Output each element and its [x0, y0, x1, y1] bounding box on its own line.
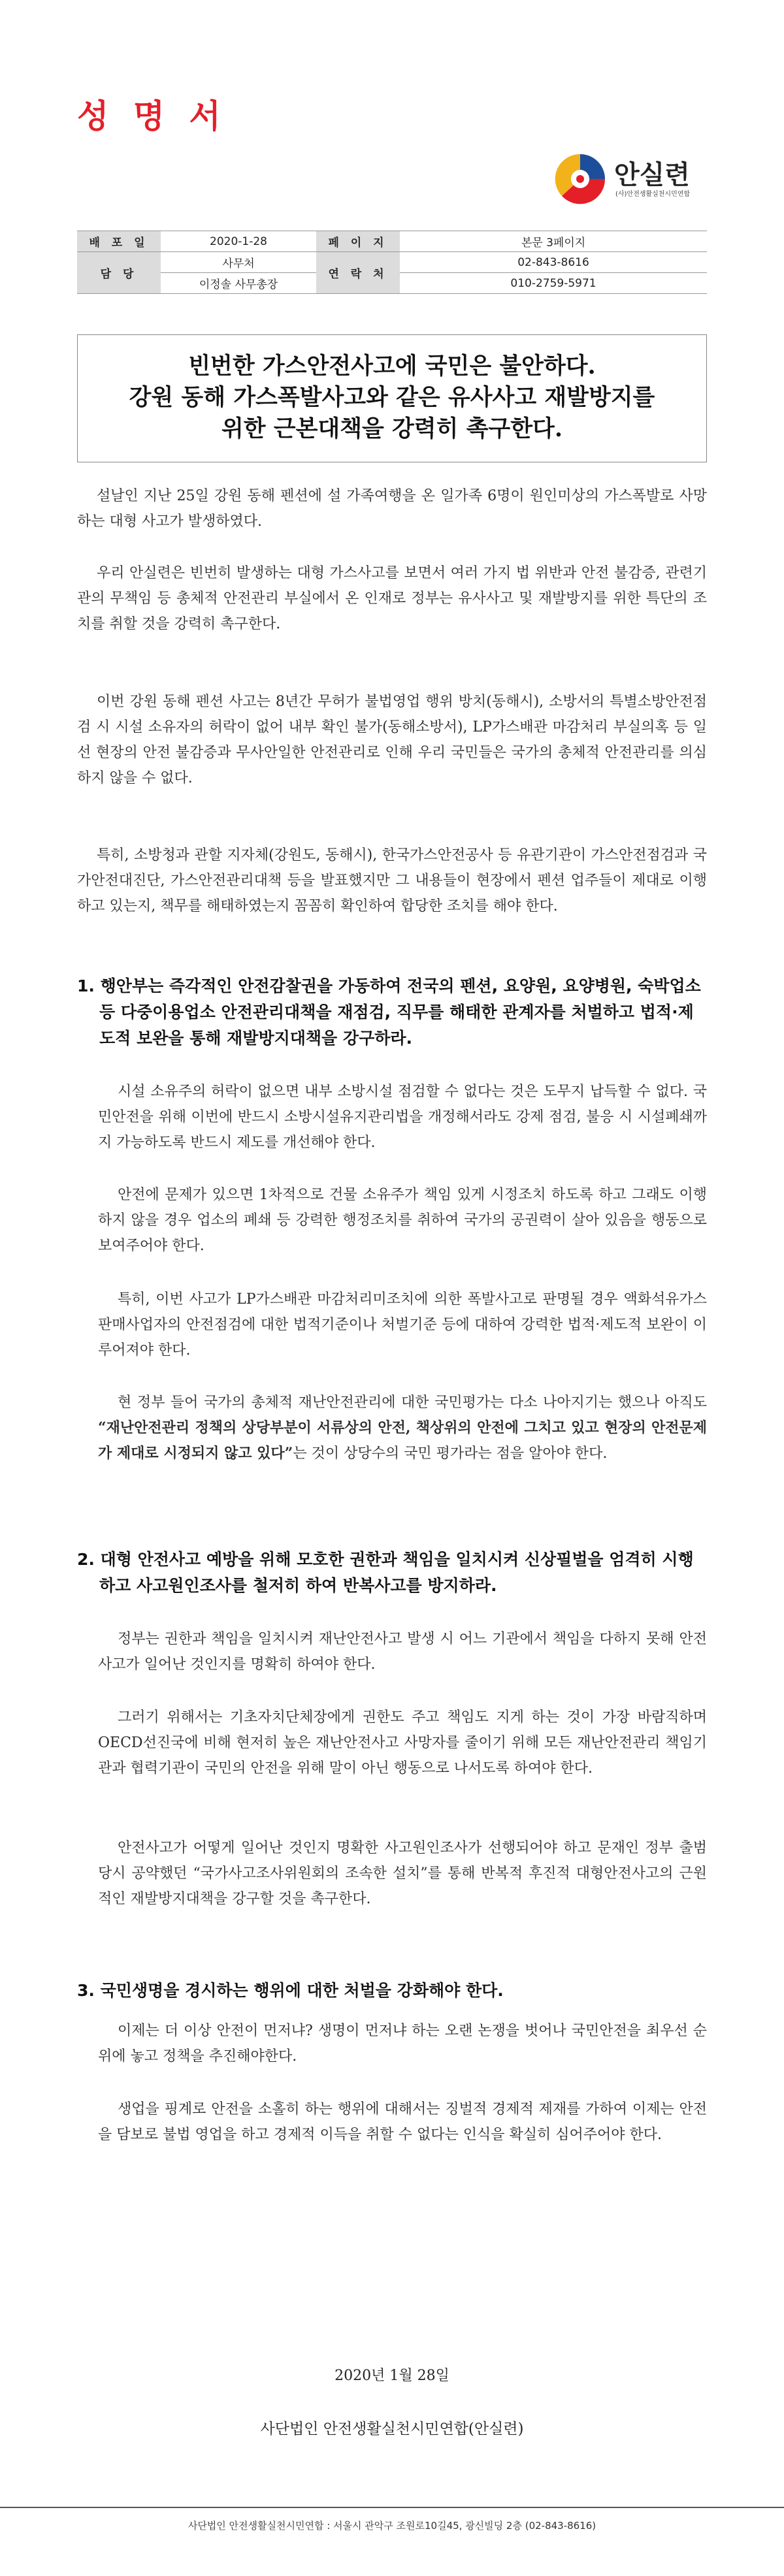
section-2-paragraph: 그러기 위해서는 기초자치단체장에게 권한도 주고 책임도 지게 하는 것이 가장 바람직하며 OECD선진국에 비해 현저히 높은 재난안전사고 사망자를 줄이기 위해 모든 재난안전관리 책임기관과 협력기관이 국민의 안전을 위해 말이 아닌 행동으로 나서도록 하여야 한다. [98, 1709, 707, 1777]
quote-emphasis: “재난안전관리 정책의 상당부분이 서류상의 안전, 책상위의 안전에 그치고 있고 현장의 안전문제가 제대로 시정되지 않고 있다” [98, 1419, 707, 1462]
para-text: 현 정부 들어 국가의 총체적 재난안전관리에 대한 국민평가는 다소 나아지기는 했으나 아직도 [118, 1394, 707, 1411]
section-3-heading: 3. 국민생명을 경시하는 행위에 대한 처벌을 강화해야 한다. [77, 1981, 504, 2000]
section-1-paragraph: 시설 소유주의 허락이 없으면 내부 소방시설 점검할 수 없다는 것은 도무지 납득할 수 없다. 국민안전을 위해 이번에 반드시 소방시설유지관리법을 개정해서라도 강제 점검, 불응 시 시설폐쇄까지 가능하도록 반드시 제도를 개선해야 한다. [98, 1084, 707, 1151]
office-value: 사무처 [161, 252, 316, 273]
intro-paragraph: 설날인 지난 25일 강원 동해 펜션에 설 가족여행을 온 일가족 6명이 원인미상의 가스폭발로 사망하는 대형 사고가 발생하였다. [77, 488, 707, 530]
person-value: 이정솔 사무총장 [161, 273, 316, 294]
dist-date-value: 2020-1-28 [161, 231, 316, 252]
headline-box [77, 334, 707, 462]
intro-paragraph: 우리 안실련은 빈번히 발생하는 대형 가스사고를 보면서 여러 가지 법 위반과 안전 불감증, 관련기관의 무책임 등 총체적 안전관리 부실에서 온 인재로 정부는 유사사고 및 재발방지를 위한 특단의 조치를 취할 것을 강력히 촉구한다. [77, 565, 707, 632]
statement-date: 2020년 1월 28일 [335, 2368, 449, 2384]
organization-name: 사단법인 안전생활실천시민연합(안실련) [260, 2421, 524, 2438]
pages-value: 본문 3페이지 [400, 231, 707, 252]
headline-line: 강원 동해 가스폭발사고와 같은 유사사고 재발방지를 [129, 384, 655, 411]
headline-line: 빈번한 가스안전사고에 국민은 불안하다. [188, 353, 596, 379]
section-3-paragraph: 이제는 더 이상 안전이 먼저냐? 생명이 먼저냐 하는 오랜 논쟁을 벗어나 국민안전을 최우선 순위에 놓고 정책을 추진해야한다. [98, 2023, 707, 2065]
para-text: 는 것이 상당수의 국민 평가라는 점을 알아야 한다. [293, 1445, 608, 1462]
org-logo [553, 149, 710, 214]
intro-paragraph: 이번 강원 동해 펜션 사고는 8년간 무허가 불법영업 행위 방치(동해시), 소방서의 특별소방안전점검 시 시설 소유자의 허락이 없어 내부 확인 불가(동해소방서), LP가스배관 마감처리 부실의혹 등 일선 현장의 안전 불감증과 무사안일한 안전관리로 인해 우리 국민들은 국가의 총체적 안전관리를 의심하지 않을 수 없다. [77, 694, 707, 786]
section-2-paragraph: 안전사고가 어떻게 일어난 것인지 명확한 사고원인조사가 선행되어야 하고 문재인 정부 출범 당시 공약했던 “국가사고조사위원회의 조속한 설치”를 통해 반복적 후진적 대형안전사고의 근원적인 재발방지대책을 강구할 것을 촉구한다. [98, 1840, 707, 1907]
contact-label: 담 당 [77, 252, 161, 294]
section-2-heading: 2. 대형 안전사고 예방을 위해 모호한 권한과 책임을 일치시켜 신상필벌을 엄격히 시행하고 사고원인조사를 철저히 하여 반복사고를 방지하라. [77, 1550, 694, 1595]
info-table [77, 231, 707, 294]
section-1-paragraph: 특히, 이번 사고가 LP가스배관 마감처리미조치에 의한 폭발사고로 판명될 경우 액화석유가스판매사업자의 안전점검에 대한 법적기준이나 처벌기준 등에 대하여 강력한 법적·제도적 보완이 이루어져야 한다. [98, 1291, 707, 1359]
document-title: 성 명 서 [77, 97, 227, 135]
section-3-paragraph: 생업을 핑계로 안전을 소홀히 하는 행위에 대해서는 징벌적 경제적 제재를 가하여 이제는 안전을 담보로 불법 영업을 하고 경제적 이득을 취할 수 없다는 인식을 확실히 심어주어야 한다. [98, 2101, 707, 2143]
phone-office: 02-843-8616 [400, 252, 707, 273]
logo-emblem-icon [553, 152, 608, 206]
pages-label: 페 이 지 [316, 231, 400, 252]
intro-paragraph: 특히, 소방청과 관할 지자체(강원도, 동해시), 한국가스안전공사 등 유관기관이 가스안전점검과 국가안전대진단, 가스안전관리대책 등을 발표했지만 그 내용들이 현장에서 펜션 업주들이 제대로 이행하고 있는지, 책무를 해태하였는지 꼼꼼히 확인하여 합당한 조치를 해야 한다. [77, 847, 707, 914]
dist-date-label: 배 포 일 [77, 231, 161, 252]
phone-label: 연 락 처 [316, 252, 400, 294]
logo-subtitle: (사)안전생활실천시민연합 [615, 191, 691, 198]
section-1-paragraph [98, 1390, 707, 1466]
logo-name: 안실련 [614, 160, 690, 190]
headline-line: 위한 근본대책을 강력히 촉구한다. [221, 415, 563, 442]
section-2-paragraph: 정부는 권한과 책임을 일치시켜 재난안전사고 발생 시 어느 기관에서 책임을 다하지 못해 안전사고가 일어난 것인지를 명확히 하여야 한다. [98, 1631, 707, 1673]
footer-address: 사단법인 안전생활실천시민연합 : 서울시 관악구 조원로10길45, 광신빌딩 2층 (02-843-8616) [0, 2507, 784, 2532]
section-1-paragraph: 안전에 문제가 있으면 1차적으로 건물 소유주가 책임 있게 시정조치 하도록 하고 그래도 이행하지 않을 경우 업소의 폐쇄 등 강력한 행정조치를 취하여 국가의 공권력이 살아 있음을 행동으로 보여주어야 한다. [98, 1187, 707, 1254]
section-1-heading: 1. 행안부는 즉각적인 안전감찰권을 가동하여 전국의 펜션, 요양원, 요양병원, 숙박업소 등 다중이용업소 안전관리대책을 재점검, 직무를 해태한 관계자를 처벌하고 법적·제도적 보완을 통해 재발방지대책을 강구하라. [77, 976, 701, 1048]
phone-mobile: 010-2759-5971 [400, 273, 707, 294]
